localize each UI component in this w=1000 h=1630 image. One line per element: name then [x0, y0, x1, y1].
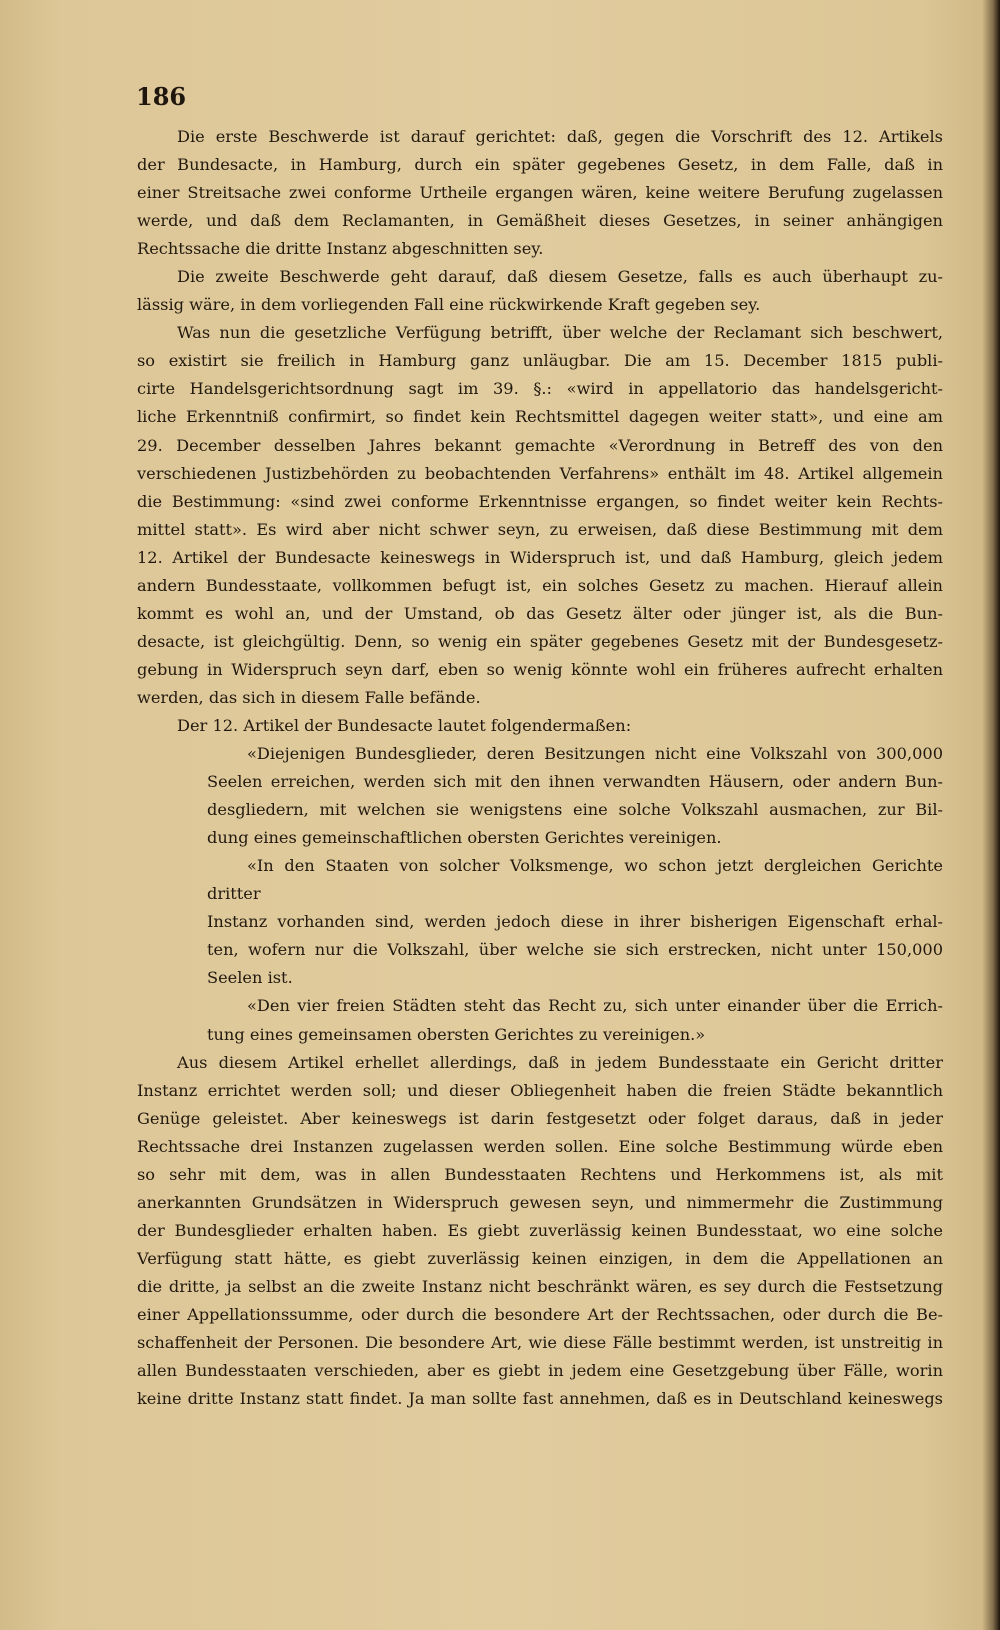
- text-line: keine dritte Instanz statt findet. Ja man sollte fast annehmen, daß es in Deutschland keineswegs: [137, 1389, 943, 1409]
- body-text: [137, 123, 943, 1413]
- text-line: Instanz vorhanden sind, werden jedoch diese in ihrer bisherigen Eigenschaft erhal-: [207, 912, 943, 932]
- text-line: kommt es wohl an, und der Umstand, ob das Gesetz älter oder jünger ist, als die Bun-: [137, 603, 943, 623]
- paragraph: [137, 1049, 943, 1414]
- paragraph: [137, 319, 943, 712]
- text-line: desgliedern, mit welchen sie wenigstens eine solche Volkszahl ausmachen, zur Bil-: [207, 800, 943, 820]
- text-line: Seelen ist.: [207, 968, 293, 988]
- paragraph: [137, 123, 943, 263]
- text-line: Aus diesem Artikel erhellet allerdings, daß in jedem Bundesstaate ein Gericht dritter: [177, 1052, 943, 1072]
- text-line: liche Erkenntniß confirmirt, so findet kein Rechtsmittel dagegen weiter statt», und eine am: [137, 407, 943, 427]
- text-line: 29. December desselben Jahres bekannt gemachte «Verordnung in Betreff des von den: [137, 435, 943, 455]
- text-line: andern Bundesstaate, vollkommen befugt ist, ein solches Gesetz zu machen. Hierauf allein: [137, 575, 943, 595]
- text-line: cirte Handelsgerichtsordnung sagt im 39. §.: «wird in appellatorio das handelsgericht-: [137, 379, 943, 399]
- text-line: 12. Artikel der Bundesacte keineswegs in Widerspruch ist, und daß Hamburg, gleich jedem: [137, 547, 943, 567]
- book-spine-shadow: [982, 0, 1000, 1630]
- text-line: der Bundesglieder erhalten haben. Es giebt zuverlässig keinen Bundesstaat, wo eine solche: [137, 1220, 943, 1240]
- text-line: ten, wofern nur die Volkszahl, über welche sie sich erstrecken, nicht unter 150,000: [207, 940, 943, 960]
- text-line: einer Streitsache zwei conforme Urtheile ergangen wären, keine weitere Berufung zugelassen: [137, 183, 943, 203]
- text-line: Die zweite Beschwerde geht darauf, daß diesem Gesetze, falls es auch überhaupt zu-: [177, 267, 943, 287]
- text-line: tung eines gemeinsamen obersten Gerichtes zu vereinigen.»: [207, 1024, 706, 1044]
- paragraph: [137, 263, 943, 319]
- text-line: die Bestimmung: «sind zwei conforme Erkenntnisse ergangen, so findet weiter kein Rechts-: [137, 491, 943, 511]
- text-line: so existirt sie freilich in Hamburg ganz unläugbar. Die am 15. December 1815 publi-: [137, 351, 943, 371]
- quoted-paragraph: [207, 740, 943, 852]
- text-line: gebung in Widerspruch seyn darf, eben so wenig könnte wohl ein früheres aufrecht erhalten: [137, 659, 943, 679]
- quoted-paragraph: [207, 992, 943, 1048]
- text-line: die dritte, ja selbst an die zweite Instanz nicht beschränkt wären, es sey durch die Festsetzung: [137, 1276, 943, 1296]
- text-line: der Bundesacte, in Hamburg, durch ein später gegebenes Gesetz, in dem Falle, daß in: [137, 155, 943, 175]
- text-line: «Diejenigen Bundesglieder, deren Besitzungen nicht eine Volkszahl von 300,000: [247, 744, 943, 764]
- text-line: Rechtssache die dritte Instanz abgeschnitten sey.: [137, 239, 544, 259]
- text-line: Seelen erreichen, werden sich mit den ihnen verwandten Häusern, oder andern Bun-: [207, 772, 943, 792]
- text-line: so sehr mit dem, was in allen Bundesstaaten Rechtens und Herkommens ist, als mit: [137, 1164, 943, 1184]
- quoted-paragraph: [207, 852, 943, 992]
- text-line: Rechtssache drei Instanzen zugelassen werden sollen. Eine solche Bestimmung würde eben: [137, 1136, 943, 1156]
- text-line: «Den vier freien Städten steht das Recht zu, sich unter einander über die Errich-: [247, 996, 943, 1016]
- text-line: Was nun die gesetzliche Verfügung betrifft, über welche der Reclamant sich beschwert,: [177, 323, 943, 343]
- page-number: 186: [136, 82, 187, 111]
- text-line: dung eines gemeinschaftlichen obersten Gerichtes vereinigen.: [207, 828, 722, 848]
- text-line: Die erste Beschwerde ist darauf gerichtet: daß, gegen die Vorschrift des 12. Artikels: [177, 127, 943, 146]
- text-line: werden, das sich in diesem Falle befände.: [137, 687, 481, 707]
- text-line: allen Bundesstaaten verschieden, aber es giebt in jedem eine Gesetzgebung über Fälle, worin: [137, 1361, 943, 1381]
- paragraph: [137, 712, 943, 740]
- text-line: schaffenheit der Personen. Die besondere Art, wie diese Fälle bestimmt werden, ist unstreitig in: [137, 1333, 943, 1353]
- text-line: Instanz errichtet werden soll; und dieser Obliegenheit haben die freien Städte bekanntlich: [137, 1080, 943, 1100]
- text-line: Der 12. Artikel der Bundesacte lautet folgendermaßen:: [177, 715, 632, 735]
- text-line: einer Appellationssumme, oder durch die besondere Art der Rechtssachen, oder durch die Be-: [137, 1304, 943, 1324]
- text-line: «In den Staaten von solcher Volksmenge, wo schon jetzt dergleichen Gerichte dritter: [207, 856, 943, 904]
- text-line: Genüge geleistet. Aber keineswegs ist darin festgesetzt oder folget daraus, daß in jeder: [137, 1108, 943, 1128]
- text-line: lässig wäre, in dem vorliegenden Fall eine rückwirkende Kraft gegeben sey.: [137, 295, 761, 315]
- text-line: desacte, ist gleichgültig. Denn, so wenig ein später gegebenes Gesetz mit der Bundesgesetz-: [137, 631, 943, 651]
- text-line: verschiedenen Justizbehörden zu beobachtenden Verfahrens» enthält im 48. Artikel allgemein: [137, 463, 943, 483]
- text-line: mittel statt». Es wird aber nicht schwer seyn, zu erweisen, daß diese Bestimmung mit dem: [137, 519, 943, 539]
- text-line: Verfügung statt hätte, es giebt zuverlässig keinen einzigen, in dem die Appellationen an: [137, 1248, 943, 1268]
- text-line: anerkannten Grundsätzen in Widerspruch gewesen seyn, und nimmermehr die Zustimmung: [137, 1192, 943, 1212]
- text-line: werde, und daß dem Reclamanten, in Gemäßheit dieses Gesetzes, in seiner anhängigen: [137, 211, 943, 231]
